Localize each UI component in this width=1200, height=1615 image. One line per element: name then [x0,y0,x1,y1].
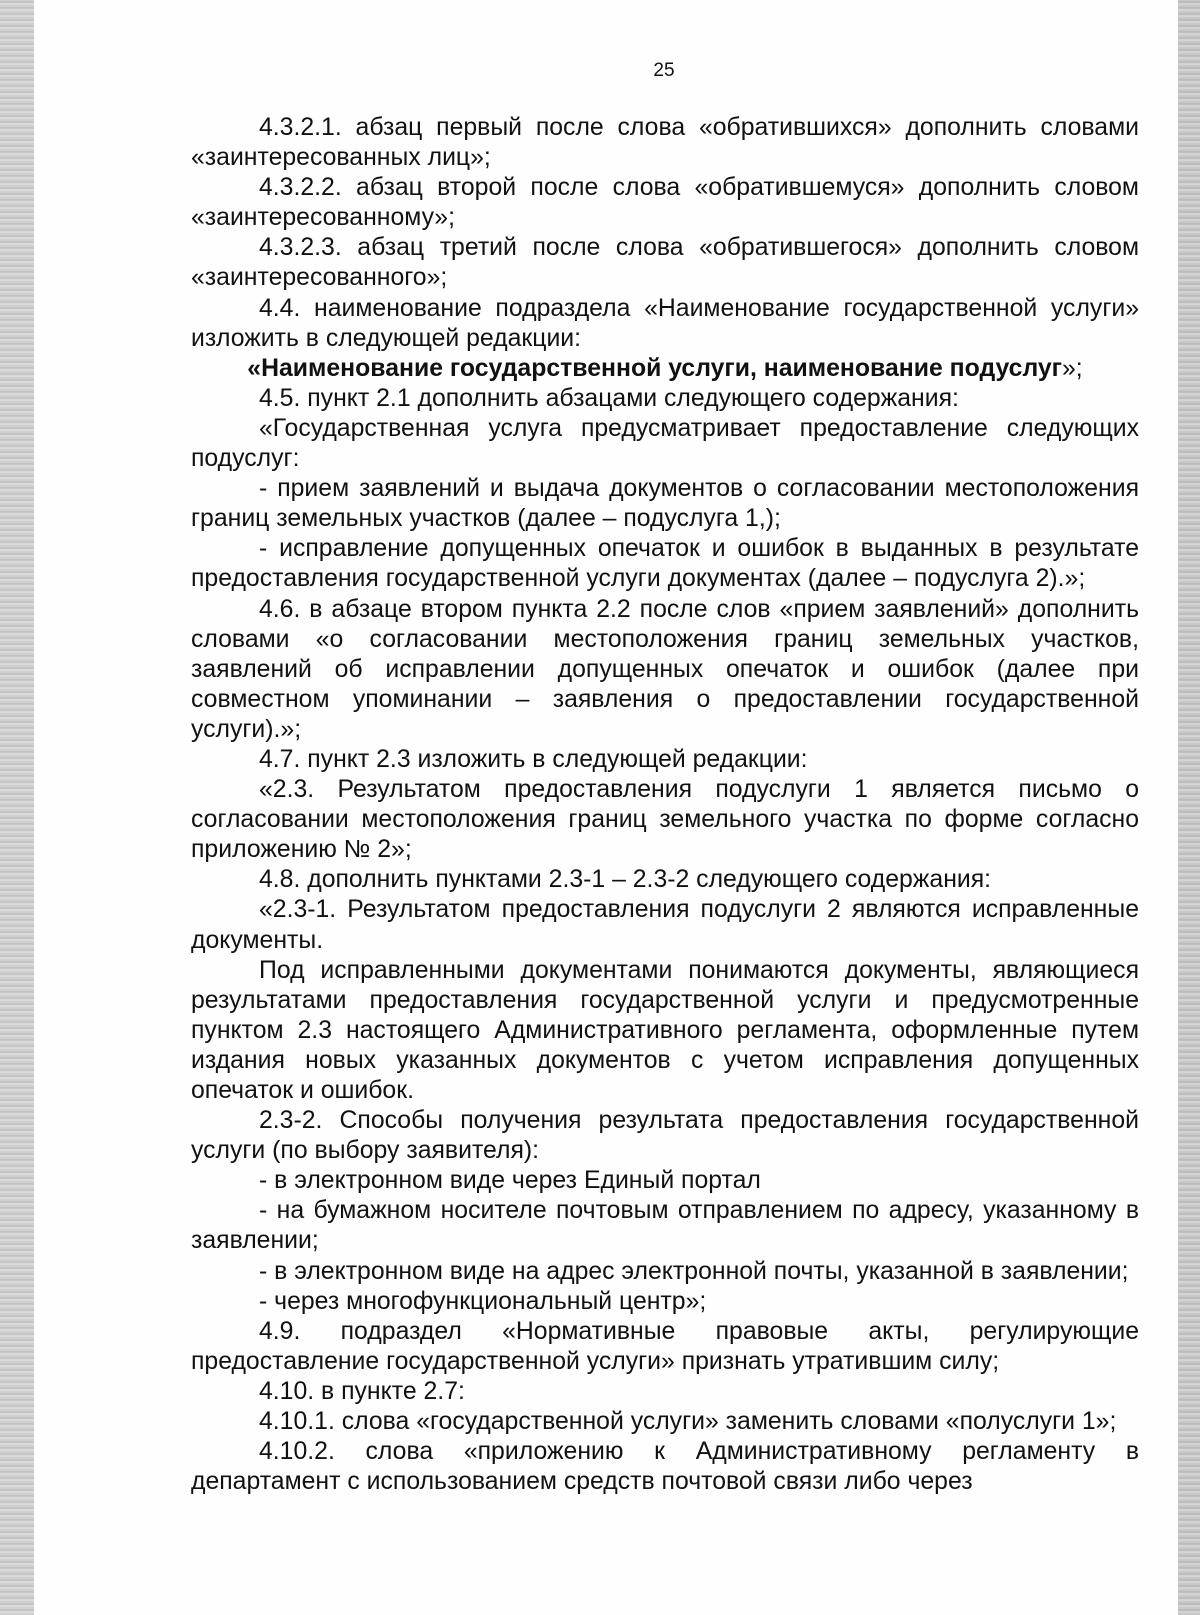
paragraph: 4.10.1. слова «государственной услуги» заменить словами «полуслуги 1»; [259,1408,1117,1436]
paragraph: 4.3.2.1. абзац первый после слова «обратившихся» дополнить словами «заинтересованных лиц»; [191,114,1139,172]
paragraph: - в электронном виде через Единый портал [259,1167,761,1195]
paragraph: «2.3. Результатом предоставления подуслуги 1 является письмо о согласовании местоположения границ земельного участка по форме согласно приложению № 2»; [191,776,1139,864]
paragraph: 4.6. в абзаце втором пункта 2.2 после слов «прием заявлений» дополнить словами «о согласовании местоположения границ земельных участков, заявлений об исправлении допущенных опечаток и ошибок (далее при совместном упоминании – заявления о предоставлении государственной услуги).»; [191,595,1139,743]
paragraph: «2.3-1. Результатом предоставления подуслуги 2 являются исправленные документы. [191,896,1139,954]
paragraph: - на бумажном носителе почтовым отправлением по адресу, указанному в заявлении; [191,1197,1139,1255]
paragraph: - исправление допущенных опечаток и ошибок в выданных в результате предоставления государственной услуги документах (далее – подуслуга 2).»; [191,535,1139,593]
paragraph: 4.4. наименование подраздела «Наименование государственной услуги» изложить в следующей редакции: [191,294,1139,352]
paragraph: 4.7. пункт 2.3 изложить в следующей редакции: [259,745,808,773]
paragraph: «Государственная услуга предусматривает предоставление следующих подуслуг: [191,414,1139,473]
paragraph: 4.3.2.2. абзац второй после слова «обратившемуся» дополнить словом «заинтересованному»; [191,174,1139,232]
paragraph: 4.10. в пункте 2.7: [259,1377,465,1405]
scan-edge-left [0,0,34,1615]
paragraph: 2.3-2. Способы получения результата предоставления государственной услуги (по выбору заявителя): [191,1107,1139,1165]
paragraph: 4.10.2. слова «приложению к Административному регламенту в департамент с использованием средств почтовой связи либо через [191,1438,1139,1496]
bold-heading-line [191,354,1139,384]
paragraph: 4.8. дополнить пунктами 2.3-1 – 2.3-2 следующего содержания: [259,866,992,894]
paragraph: - прием заявлений и выдача документов о согласовании местоположения границ земельных участков (далее – подуслуга 1,); [191,475,1139,533]
heading-tail-text: »; [1062,354,1083,382]
paragraph: 4.3.2.3. абзац третий после слова «обратившегося» дополнить словом «заинтересованного»; [191,234,1139,292]
page-number: 25 [653,60,675,81]
scan-edge-right [1178,0,1200,1615]
paragraph: Под исправленными документами понимаются документы, являющиеся результатами предоставления государственной услуги и предусмотренные пунктом 2.3 настоящего Административного регламента, оформленные путем издания новых указанных документов с учетом исправления допущенных опечаток и ошибок. [191,956,1139,1104]
paragraph: 4.9. подраздел «Нормативные правовые акты, регулирующие предоставление государственной услуги» признать утратившим силу; [191,1317,1139,1375]
paragraph: - через многофункциональный центр»; [259,1287,707,1315]
heading-bold-text: «Наименование государственной услуги, наименование подуслуг [247,354,1062,382]
paragraph: 4.5. пункт 2.1 дополнить абзацами следующего содержания: [259,384,959,412]
paragraph: - в электронном виде на адрес электронной почты, указанной в заявлении; [259,1257,1129,1285]
document-body [191,113,1139,1497]
